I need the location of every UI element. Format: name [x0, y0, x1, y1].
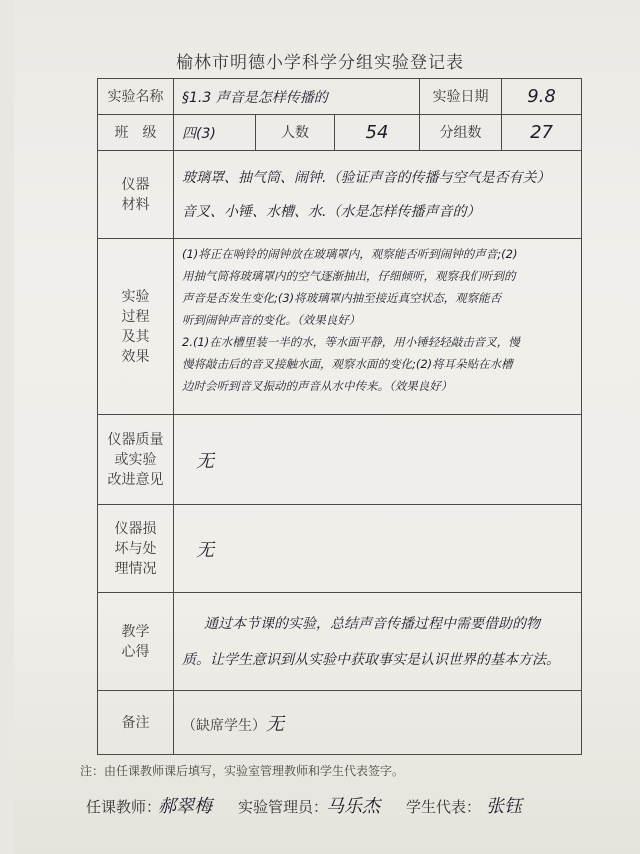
process-label-line: 及其: [121, 328, 150, 345]
teacher-signature: 郝翠梅: [158, 796, 212, 817]
count-value: [335, 115, 420, 151]
registration-form-table: [97, 78, 582, 755]
class-label: 班 级: [98, 115, 174, 151]
process-line: (1)将正在响铃的闹钟放在玻璃罩内，观察能否听到闹钟的声音;(2): [182, 247, 518, 261]
teaching-line: 通过本节课的实验，总结声音传播过程中需要借助的物: [204, 615, 540, 632]
equipment-label-line: 仪器: [121, 176, 150, 193]
equipment-label-line: 材料: [121, 196, 150, 213]
remarks-text: 无: [266, 713, 284, 735]
damage-label: [98, 505, 174, 593]
count-text: 54: [365, 122, 389, 143]
signature-line: [86, 790, 606, 830]
process-label: [98, 239, 174, 415]
equipment-line: 音叉、小锤、水槽、水.（水是怎样传播声音的）: [182, 203, 481, 220]
teaching-value: [174, 593, 582, 691]
teaching-line: 质。让学生意识到从实验中获取事实是认识世界的基本方法。: [182, 651, 560, 668]
process-line: 听到闹钟声音的变化。（效果良好）: [182, 313, 361, 327]
group-count-text: 27: [530, 122, 553, 143]
student-rep-signature: 张钰: [486, 796, 522, 817]
process-line: 2.(1)在水槽里装一半的水，等水面平静，用小锤轻轻敲击音叉，慢: [182, 335, 520, 349]
equipment-line: 玻璃罩、抽气筒、闹钟.（验证声音的传播与空气是否有关）: [182, 169, 551, 186]
process-line: 用抽气筒将玻璃罩内的空气逐渐抽出，仔细倾听，观察我们听到的: [182, 269, 516, 283]
admin-label: 实验管理员：: [238, 798, 329, 816]
process-line: 边时会听到音叉振动的声音从水中传来。（效果良好）: [182, 379, 453, 393]
quality-label-line: 仪器质量: [107, 431, 164, 448]
class-value: [174, 115, 256, 151]
process-label-line: 过程: [121, 308, 150, 325]
remarks-prefix: （缺席学生）: [182, 717, 266, 734]
class-text: 四(3): [182, 125, 216, 142]
quality-text: 无: [196, 450, 214, 472]
teaching-label: [98, 593, 174, 691]
process-value: [174, 239, 582, 415]
process-label-line: 实验: [121, 288, 150, 305]
group-count-value: [502, 115, 582, 151]
form-title: 榆林市明德小学科学分组实验登记表: [176, 53, 464, 73]
remarks-label: 备注: [98, 691, 174, 755]
damage-label-line: 理情况: [114, 560, 157, 577]
equipment-label: [98, 151, 174, 239]
process-label-line: 效果: [121, 348, 150, 365]
damage-text: 无: [196, 539, 214, 561]
footnote: 注：由任课教师课后填写，实验室管理教师和学生代表签字。: [80, 764, 405, 778]
experiment-name-label: 实验名称: [98, 79, 174, 115]
quality-label: [98, 415, 174, 505]
damage-value: [174, 505, 582, 593]
equipment-value: [174, 151, 582, 239]
count-label: 人数: [256, 115, 335, 151]
experiment-date-text: 9.8: [527, 86, 556, 107]
damage-label-line: 坏与处: [114, 540, 157, 557]
teaching-label-line: 心得: [121, 643, 150, 660]
experiment-date-label: 实验日期: [420, 79, 502, 115]
teaching-label-line: 教学: [121, 623, 150, 640]
process-line: 声音是否发生变化;(3)将玻璃罩内抽至接近真空状态，观察能否: [182, 291, 502, 305]
experiment-name-value: [174, 79, 420, 115]
quality-label-line: 改进意见: [107, 471, 164, 488]
quality-label-line: 或实验: [114, 451, 157, 468]
process-line: 慢将敲击后的音叉接触水面，观察水面的变化;(2)将耳朵贴在水槽: [182, 357, 513, 371]
admin-signature: 马乐杰: [326, 796, 380, 817]
damage-label-line: 仪器损: [114, 520, 157, 537]
teacher-label: 任课教师：: [86, 798, 162, 816]
experiment-date-value: [502, 79, 582, 115]
quality-value: [174, 415, 582, 505]
experiment-name-text: §1.3 声音是怎样传播的: [182, 89, 328, 106]
group-count-label: 分组数: [420, 115, 502, 151]
student-rep-label: 学生代表：: [406, 798, 482, 816]
remarks-value: [174, 691, 582, 755]
